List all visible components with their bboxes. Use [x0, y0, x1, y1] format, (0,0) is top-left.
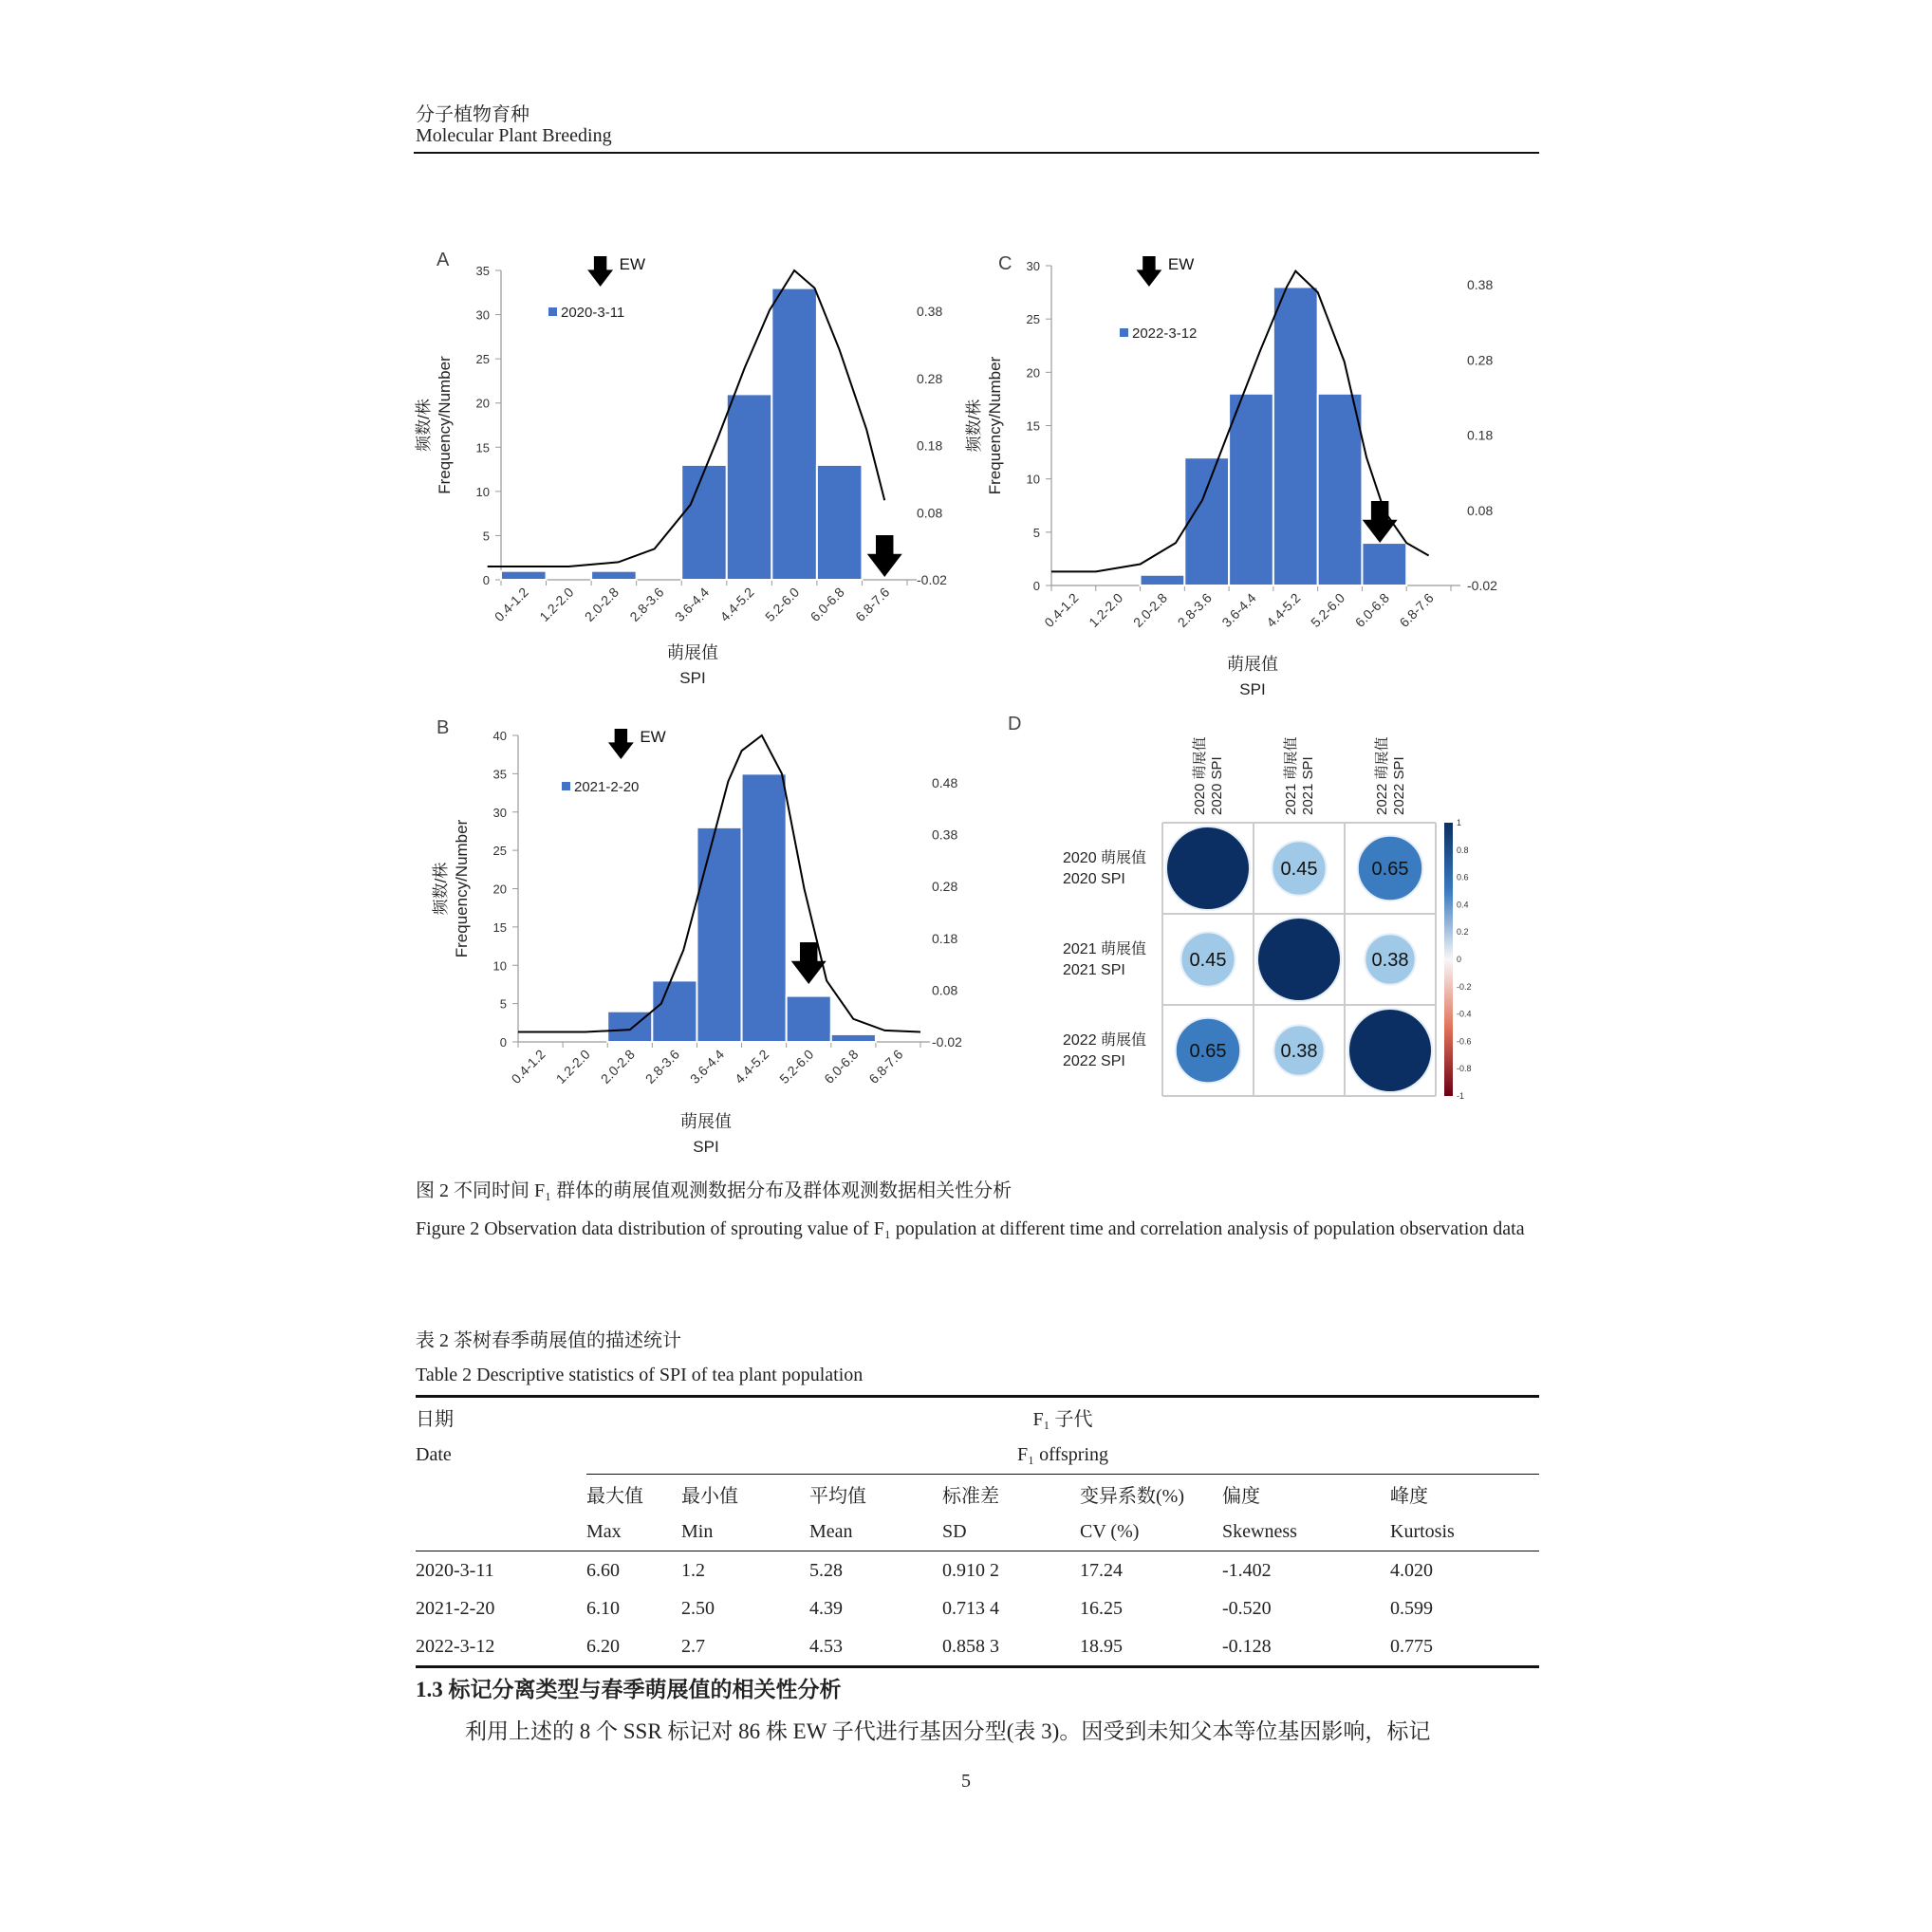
x-axis-title-en: SPI [1239, 680, 1266, 698]
color-scale-tick: 1 [1457, 818, 1462, 827]
histogram-bar [1141, 575, 1185, 585]
histogram-bar [697, 827, 741, 1042]
table-row [416, 1551, 1539, 1590]
x-tick-label: 4.4-5.2 [1263, 589, 1304, 630]
y-tick-label: 15 [475, 440, 490, 455]
y-tick-label: 10 [492, 958, 507, 974]
cell-sd: 0.713 4 [942, 1597, 999, 1619]
y-tick-label: 15 [492, 920, 507, 935]
row-label-en: 2022 SPI [1063, 1053, 1125, 1069]
y-tick-label: 20 [492, 882, 507, 897]
cell-kurtosis: 0.599 [1390, 1597, 1433, 1619]
color-scale-bar [1444, 823, 1453, 1096]
cell-max: 6.20 [586, 1635, 620, 1657]
col-header-en: SD [942, 1520, 967, 1542]
color-scale-tick: 0.6 [1457, 872, 1469, 882]
column-label-cn: 2020 萌展值 [1192, 736, 1208, 815]
date-header-en: Date [416, 1443, 452, 1465]
cell-date: 2021-2-20 [416, 1597, 495, 1619]
secondary-tick-label: 0.08 [917, 505, 943, 521]
x-tick-label: 2.8-3.6 [1174, 589, 1215, 630]
secondary-tick-label: 0.38 [1467, 277, 1494, 292]
cell-mean: 4.39 [809, 1597, 843, 1619]
y-axis-title-en: Frequency/Number [986, 356, 1004, 495]
y-tick-label: 20 [475, 396, 490, 411]
x-axis-title-en: SPI [693, 1138, 719, 1156]
x-tick-label: 1.2-2.0 [536, 584, 577, 624]
x-tick-label: 0.4-1.2 [491, 584, 531, 624]
y-axis-title-cn: 频数/株 [415, 399, 433, 452]
x-tick-label: 3.6-4.4 [671, 584, 713, 624]
color-scale-tick: 0.4 [1457, 900, 1469, 910]
row-label-cn: 2021 萌展值 [1063, 941, 1147, 957]
cell-mean: 5.28 [809, 1559, 843, 1581]
cell-cv: 16.25 [1080, 1597, 1123, 1619]
panel-label: D [1008, 714, 1022, 734]
cell-date: 2022-3-12 [416, 1635, 495, 1657]
x-tick-label: 6.8-7.6 [1396, 589, 1437, 630]
histogram-bar [1362, 543, 1406, 585]
x-axis-title-cn: 萌展值 [680, 1112, 732, 1131]
correlation-panel-d [977, 707, 1537, 1105]
col-header-cn: 标准差 [942, 1485, 999, 1507]
correlation-circle [1348, 1009, 1432, 1092]
histogram-panel-c [965, 237, 1537, 698]
cell-max: 6.10 [586, 1597, 620, 1619]
cell-cv: 18.95 [1080, 1635, 1123, 1657]
cell-kurtosis: 0.775 [1390, 1635, 1433, 1657]
ew-arrow-icon [608, 729, 634, 759]
y-tick-label: 25 [1026, 312, 1040, 327]
body-paragraph: 利用上述的 8 个 SSR 标记对 86 株 EW 子代进行基因分型(表 3)。因受到未知父本等位基因影响，标记 [465, 1719, 1431, 1743]
figure-caption-en: Figure 2 Observation data distribution of sprouting value of F₁ population at different time and correlation analysis of population observation data [416, 1218, 1525, 1239]
legend-swatch [1120, 328, 1128, 337]
col-header-en: Max [586, 1520, 622, 1542]
color-scale-tick: -0.4 [1457, 1009, 1472, 1019]
x-tick-label: 1.2-2.0 [552, 1046, 593, 1087]
cell-min: 2.50 [681, 1597, 715, 1619]
histogram-bar [1318, 394, 1363, 585]
histogram-bar [727, 394, 772, 580]
table-title-en: Table 2 Descriptive statistics of SPI of tea plant population [416, 1365, 864, 1385]
y-tick-label: 15 [1026, 418, 1040, 434]
cell-cv: 17.24 [1080, 1559, 1123, 1581]
column-label-en: 2020 SPI [1209, 756, 1225, 815]
col-header-en: CV (%) [1080, 1520, 1140, 1542]
x-tick-label: 5.2-6.0 [776, 1046, 817, 1087]
column-label-en: 2021 SPI [1300, 756, 1316, 815]
x-tick-label: 6.8-7.6 [865, 1046, 906, 1087]
cell-max: 6.60 [586, 1559, 620, 1581]
secondary-tick-label: 0.38 [917, 304, 943, 319]
col-header-cn: 平均值 [809, 1485, 866, 1507]
col-header-cn: 偏度 [1222, 1485, 1260, 1507]
secondary-tick-label: 0.48 [932, 775, 958, 790]
secondary-tick-label: 0.28 [932, 879, 958, 895]
secondary-tick-label: -0.02 [932, 1034, 962, 1050]
x-tick-label: 2.0-2.8 [581, 584, 622, 624]
journal-name-en: Molecular Plant Breeding [416, 125, 612, 146]
histogram-bar [1229, 394, 1273, 585]
secondary-tick-label: 0.18 [1467, 427, 1494, 443]
legend-label: 2020-3-11 [561, 305, 625, 321]
group-header-en: F₁ offspring [586, 1436, 1539, 1475]
y-tick-label: 30 [492, 805, 507, 820]
histogram-bar [1184, 457, 1229, 585]
ew-annotation: EW [1167, 255, 1195, 273]
secondary-tick-label: 0.28 [917, 370, 943, 386]
histogram-bar [1273, 287, 1318, 585]
down-arrow-icon [791, 942, 827, 984]
x-axis-title-cn: 萌展值 [1227, 655, 1278, 674]
cell-skewness: -0.128 [1222, 1635, 1272, 1657]
col-header-en: Kurtosis [1390, 1520, 1455, 1542]
col-header-cn: 最大值 [586, 1485, 643, 1507]
ew-annotation: EW [619, 255, 646, 273]
x-tick-label: 4.4-5.2 [716, 584, 757, 624]
y-tick-label: 10 [475, 484, 490, 499]
x-tick-label: 6.0-6.8 [807, 584, 847, 624]
column-label-cn: 2022 萌展值 [1374, 736, 1390, 815]
cell-skewness: -1.402 [1222, 1559, 1272, 1581]
cell-mean: 4.53 [809, 1635, 843, 1657]
x-tick-label: 6.0-6.8 [821, 1046, 862, 1087]
y-tick-label: 0 [482, 573, 490, 587]
x-axis-title-cn: 萌展值 [667, 643, 718, 662]
correlation-value: 0.65 [1189, 1041, 1227, 1062]
color-scale-tick: -1 [1457, 1091, 1465, 1101]
table-title-cn: 表 2 茶树春季萌展值的描述统计 [416, 1330, 681, 1351]
secondary-tick-label: -0.02 [1467, 578, 1497, 593]
secondary-tick-label: 0.08 [932, 982, 958, 998]
ew-arrow-icon [587, 256, 613, 287]
page-number: 5 [961, 1771, 971, 1792]
correlation-value: 0.65 [1371, 859, 1409, 880]
x-tick-label: 4.4-5.2 [732, 1046, 772, 1087]
col-header-cn: 峰度 [1390, 1485, 1428, 1507]
header-rule [414, 152, 1539, 154]
x-tick-label: 0.4-1.2 [1041, 589, 1082, 630]
row-label-en: 2020 SPI [1063, 871, 1125, 887]
y-tick-label: 0 [499, 1035, 507, 1050]
y-tick-label: 40 [492, 729, 507, 743]
secondary-tick-label: 0.08 [1467, 502, 1494, 518]
histogram-panel-b [408, 707, 977, 1156]
x-tick-label: 2.0-2.8 [597, 1046, 638, 1087]
x-tick-label: 2.8-3.6 [626, 584, 667, 624]
group-header-cn: F₁ 子代 [1032, 1408, 1093, 1430]
cell-sd: 0.858 3 [942, 1635, 999, 1657]
histogram-bar [681, 465, 727, 580]
y-axis-title-en: Frequency/Number [436, 356, 454, 494]
histogram-bar [652, 980, 697, 1042]
correlation-value: 0.45 [1189, 950, 1227, 971]
y-tick-label: 5 [482, 529, 490, 544]
color-scale-tick: -0.8 [1457, 1064, 1472, 1074]
color-scale-tick: 0.8 [1457, 845, 1469, 855]
date-header-cn: 日期 [416, 1408, 454, 1430]
column-label-cn: 2021 萌展值 [1283, 736, 1299, 815]
y-tick-label: 25 [492, 844, 507, 859]
y-tick-label: 25 [475, 352, 490, 367]
ew-annotation: EW [640, 728, 666, 746]
panel-label: A [437, 250, 450, 270]
y-tick-label: 35 [475, 264, 490, 278]
column-label-en: 2022 SPI [1391, 756, 1407, 815]
color-scale-tick: 0 [1457, 955, 1462, 964]
legend-label: 2022-3-12 [1132, 325, 1198, 342]
secondary-tick-label: 0.18 [932, 930, 958, 946]
histogram-panel-a [408, 237, 977, 693]
section-heading: 1.3 标记分离类型与春季萌展值的相关性分析 [416, 1678, 842, 1701]
secondary-tick-label: 0.18 [917, 437, 943, 454]
cell-min: 1.2 [681, 1559, 705, 1581]
descriptive-stats-table [416, 1395, 1539, 1668]
histogram-bar [501, 571, 547, 580]
cell-min: 2.7 [681, 1635, 705, 1657]
x-tick-label: 1.2-2.0 [1086, 589, 1126, 630]
histogram-bar [742, 773, 787, 1042]
down-arrow-icon [1363, 501, 1398, 543]
histogram-bar [817, 465, 863, 580]
correlation-circle [1257, 918, 1341, 1001]
color-scale-tick: 0.2 [1457, 927, 1469, 938]
y-tick-label: 0 [1032, 579, 1040, 593]
color-scale-tick: -0.6 [1457, 1036, 1472, 1047]
y-tick-label: 20 [1026, 365, 1040, 381]
col-header-en: Skewness [1222, 1520, 1297, 1542]
row-label-cn: 2022 萌展值 [1063, 1032, 1147, 1049]
y-tick-label: 35 [492, 767, 507, 782]
x-axis-title-en: SPI [679, 669, 706, 687]
cell-skewness: -0.520 [1222, 1597, 1272, 1619]
cell-date: 2020-3-11 [416, 1559, 494, 1581]
col-header-en: Mean [809, 1520, 853, 1542]
y-tick-label: 5 [499, 996, 507, 1012]
histogram-bar [771, 288, 817, 580]
figure-caption-cn: 图 2 不同时间 F₁ 群体的萌展值观测数据分布及群体观测数据相关性分析 [416, 1180, 1012, 1201]
x-tick-label: 5.2-6.0 [762, 584, 803, 624]
correlation-value: 0.38 [1371, 950, 1409, 971]
legend-swatch [548, 307, 557, 316]
color-scale-tick: -0.2 [1457, 981, 1472, 992]
secondary-tick-label: 0.28 [1467, 352, 1494, 368]
y-tick-label: 5 [1032, 525, 1040, 540]
journal-name-cn: 分子植物育种 [416, 104, 529, 125]
ew-arrow-icon [1136, 256, 1161, 287]
secondary-tick-label: 0.38 [932, 827, 958, 843]
col-header-cn: 最小值 [681, 1485, 738, 1507]
histogram-bar [591, 571, 637, 580]
cell-kurtosis: 4.020 [1390, 1559, 1433, 1581]
panel-label: B [437, 717, 450, 738]
y-tick-label: 10 [1026, 472, 1040, 487]
histogram-bar [787, 996, 831, 1042]
x-tick-label: 6.0-6.8 [1351, 589, 1392, 630]
x-tick-label: 0.4-1.2 [508, 1046, 548, 1087]
table-row [416, 1627, 1539, 1667]
correlation-value: 0.45 [1280, 859, 1318, 880]
cell-sd: 0.910 2 [942, 1559, 999, 1581]
x-tick-label: 6.8-7.6 [852, 584, 893, 624]
correlation-value: 0.38 [1280, 1041, 1318, 1062]
x-tick-label: 2.0-2.8 [1129, 589, 1171, 630]
col-header-en: Min [681, 1520, 714, 1542]
histogram-bar [831, 1034, 876, 1042]
secondary-tick-label: -0.02 [917, 572, 947, 587]
row-label-cn: 2020 萌展值 [1063, 850, 1147, 866]
x-tick-label: 2.8-3.6 [641, 1046, 683, 1087]
x-tick-label: 3.6-4.4 [686, 1046, 728, 1087]
legend-swatch [562, 782, 570, 790]
down-arrow-icon [867, 535, 902, 577]
y-axis-title-en: Frequency/Number [453, 819, 471, 958]
y-tick-label: 30 [475, 307, 490, 323]
panel-label: C [998, 253, 1012, 274]
y-axis-title-cn: 频数/株 [965, 399, 983, 453]
col-header-cn: 变异系数(%) [1080, 1485, 1184, 1507]
legend-label: 2021-2-20 [574, 779, 640, 795]
row-label-en: 2021 SPI [1063, 962, 1125, 978]
y-tick-label: 30 [1026, 259, 1040, 273]
x-tick-label: 3.6-4.4 [1218, 589, 1259, 630]
correlation-circle [1166, 827, 1250, 910]
x-tick-label: 5.2-6.0 [1308, 589, 1348, 630]
table-row [416, 1589, 1539, 1627]
y-axis-title-cn: 频数/株 [432, 862, 450, 916]
